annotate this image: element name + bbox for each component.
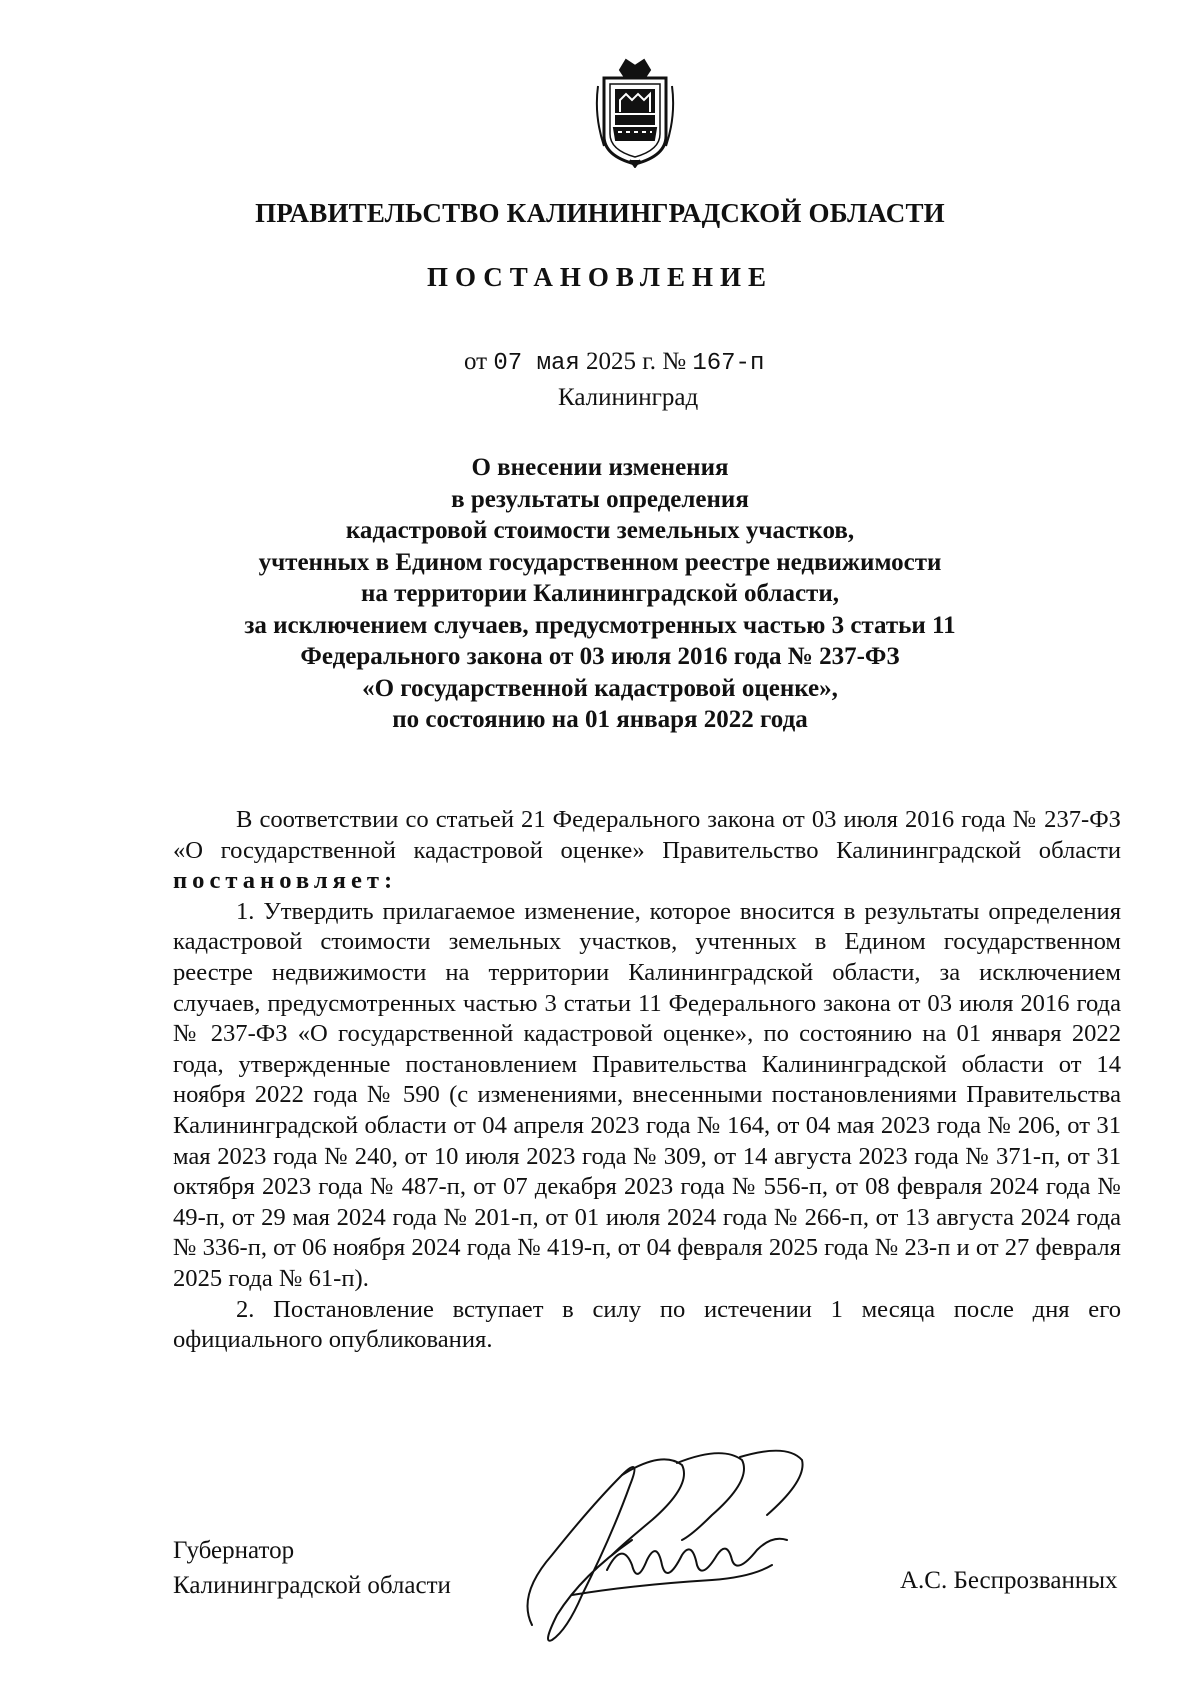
preamble-paragraph bbox=[173, 805, 1121, 897]
position-line: Губернатор bbox=[173, 1537, 295, 1564]
position-line: Калининградской области bbox=[173, 1572, 451, 1599]
date-day-month: 07 мая bbox=[493, 350, 580, 377]
heading-line: на территории Калининградской области, bbox=[361, 580, 839, 607]
document-heading bbox=[0, 452, 1200, 736]
item-2-paragraph: 2. Постановление вступает в силу по истечении 1 месяца после дня его официального опубликования. bbox=[173, 1295, 1121, 1354]
city: Калининград bbox=[558, 384, 699, 411]
document-type: ПОСТАНОВЛЕНИЕ bbox=[426, 262, 774, 292]
date-year: 2025 г. bbox=[586, 348, 656, 375]
document-number: 167-п bbox=[692, 350, 765, 377]
heading-line: Федерального закона от 03 июля 2016 года № 237-ФЗ bbox=[300, 643, 900, 670]
decree-word: постановляет: bbox=[173, 867, 398, 895]
date-prefix: от bbox=[464, 348, 488, 375]
heading-line: в результаты определения bbox=[451, 485, 749, 513]
item-1-paragraph: 1. Утвердить прилагаемое изменение, которое вносится в результаты определения кадастровой стоимости земельных участков, учтенных в Едином государственном реестре недвижимости на территории Калининградской области, за исключением случаев, предусмотренных частью 3 статьи 11 Федерального закона от 03 июля 2016 года № 237-ФЗ «О государственной кадастровой оценке», по состоянию на 01 января 2022 года, утвержденные постановлением Правительства Калининградской области от 14 ноября 2022 года № 590 (с изменениями, внесенными постановлениями Правительства Калининградской области от 04 апреля 2023 года № 164, от 04 мая 2023 года № 206, от 31 мая 2023 года № 240, от 10 июля 2023 года № 309, от 14 августа 2023 года № 371-п, от 31 октября 2023 года № 487-п, от 07 декабря 2023 года № 556-п, от 08 февраля 2024 года № 49-п, от 29 мая 2024 года № 201-п, от 01 июля 2024 года № 266-п, от 13 августа 2024 года № 336-п, от 06 ноября 2024 года № 419-п, от 04 февраля 2025 года № 23-п и от 27 февраля 2025 года № 61-п). bbox=[173, 897, 1121, 1292]
signatory-position bbox=[173, 1533, 451, 1603]
heading-line: учтенных в Едином государственном реестре недвижимости bbox=[258, 548, 942, 576]
document-body bbox=[173, 805, 1121, 1356]
heading-line: по состоянию на 01 января 2022 года bbox=[392, 706, 808, 733]
signatory-name: А.С. Беспрозванных bbox=[900, 1567, 1118, 1594]
number-sign: № bbox=[662, 348, 687, 375]
heading-line: «О государственной кадастровой оценке», bbox=[362, 674, 838, 702]
heading-line: за исключением случаев, предусмотренных частью 3 статьи 11 bbox=[244, 611, 956, 639]
heading-line: кадастровой стоимости земельных участков, bbox=[345, 517, 855, 544]
handwritten-signature-icon bbox=[512, 1445, 812, 1650]
preamble-text: В соответствии со статьей 21 Федерального закона от 03 июля 2016 года № 237-ФЗ «О государственной кадастровой оценке» Правительство Калининградской области bbox=[173, 806, 1121, 864]
heading-line: О внесении изменения bbox=[471, 454, 729, 481]
date-line bbox=[464, 348, 764, 377]
coat-of-arms-icon bbox=[590, 56, 680, 168]
government-title: ПРАВИТЕЛЬСТВО КАЛИНИНГРАДСКОЙ ОБЛАСТИ bbox=[255, 198, 945, 228]
